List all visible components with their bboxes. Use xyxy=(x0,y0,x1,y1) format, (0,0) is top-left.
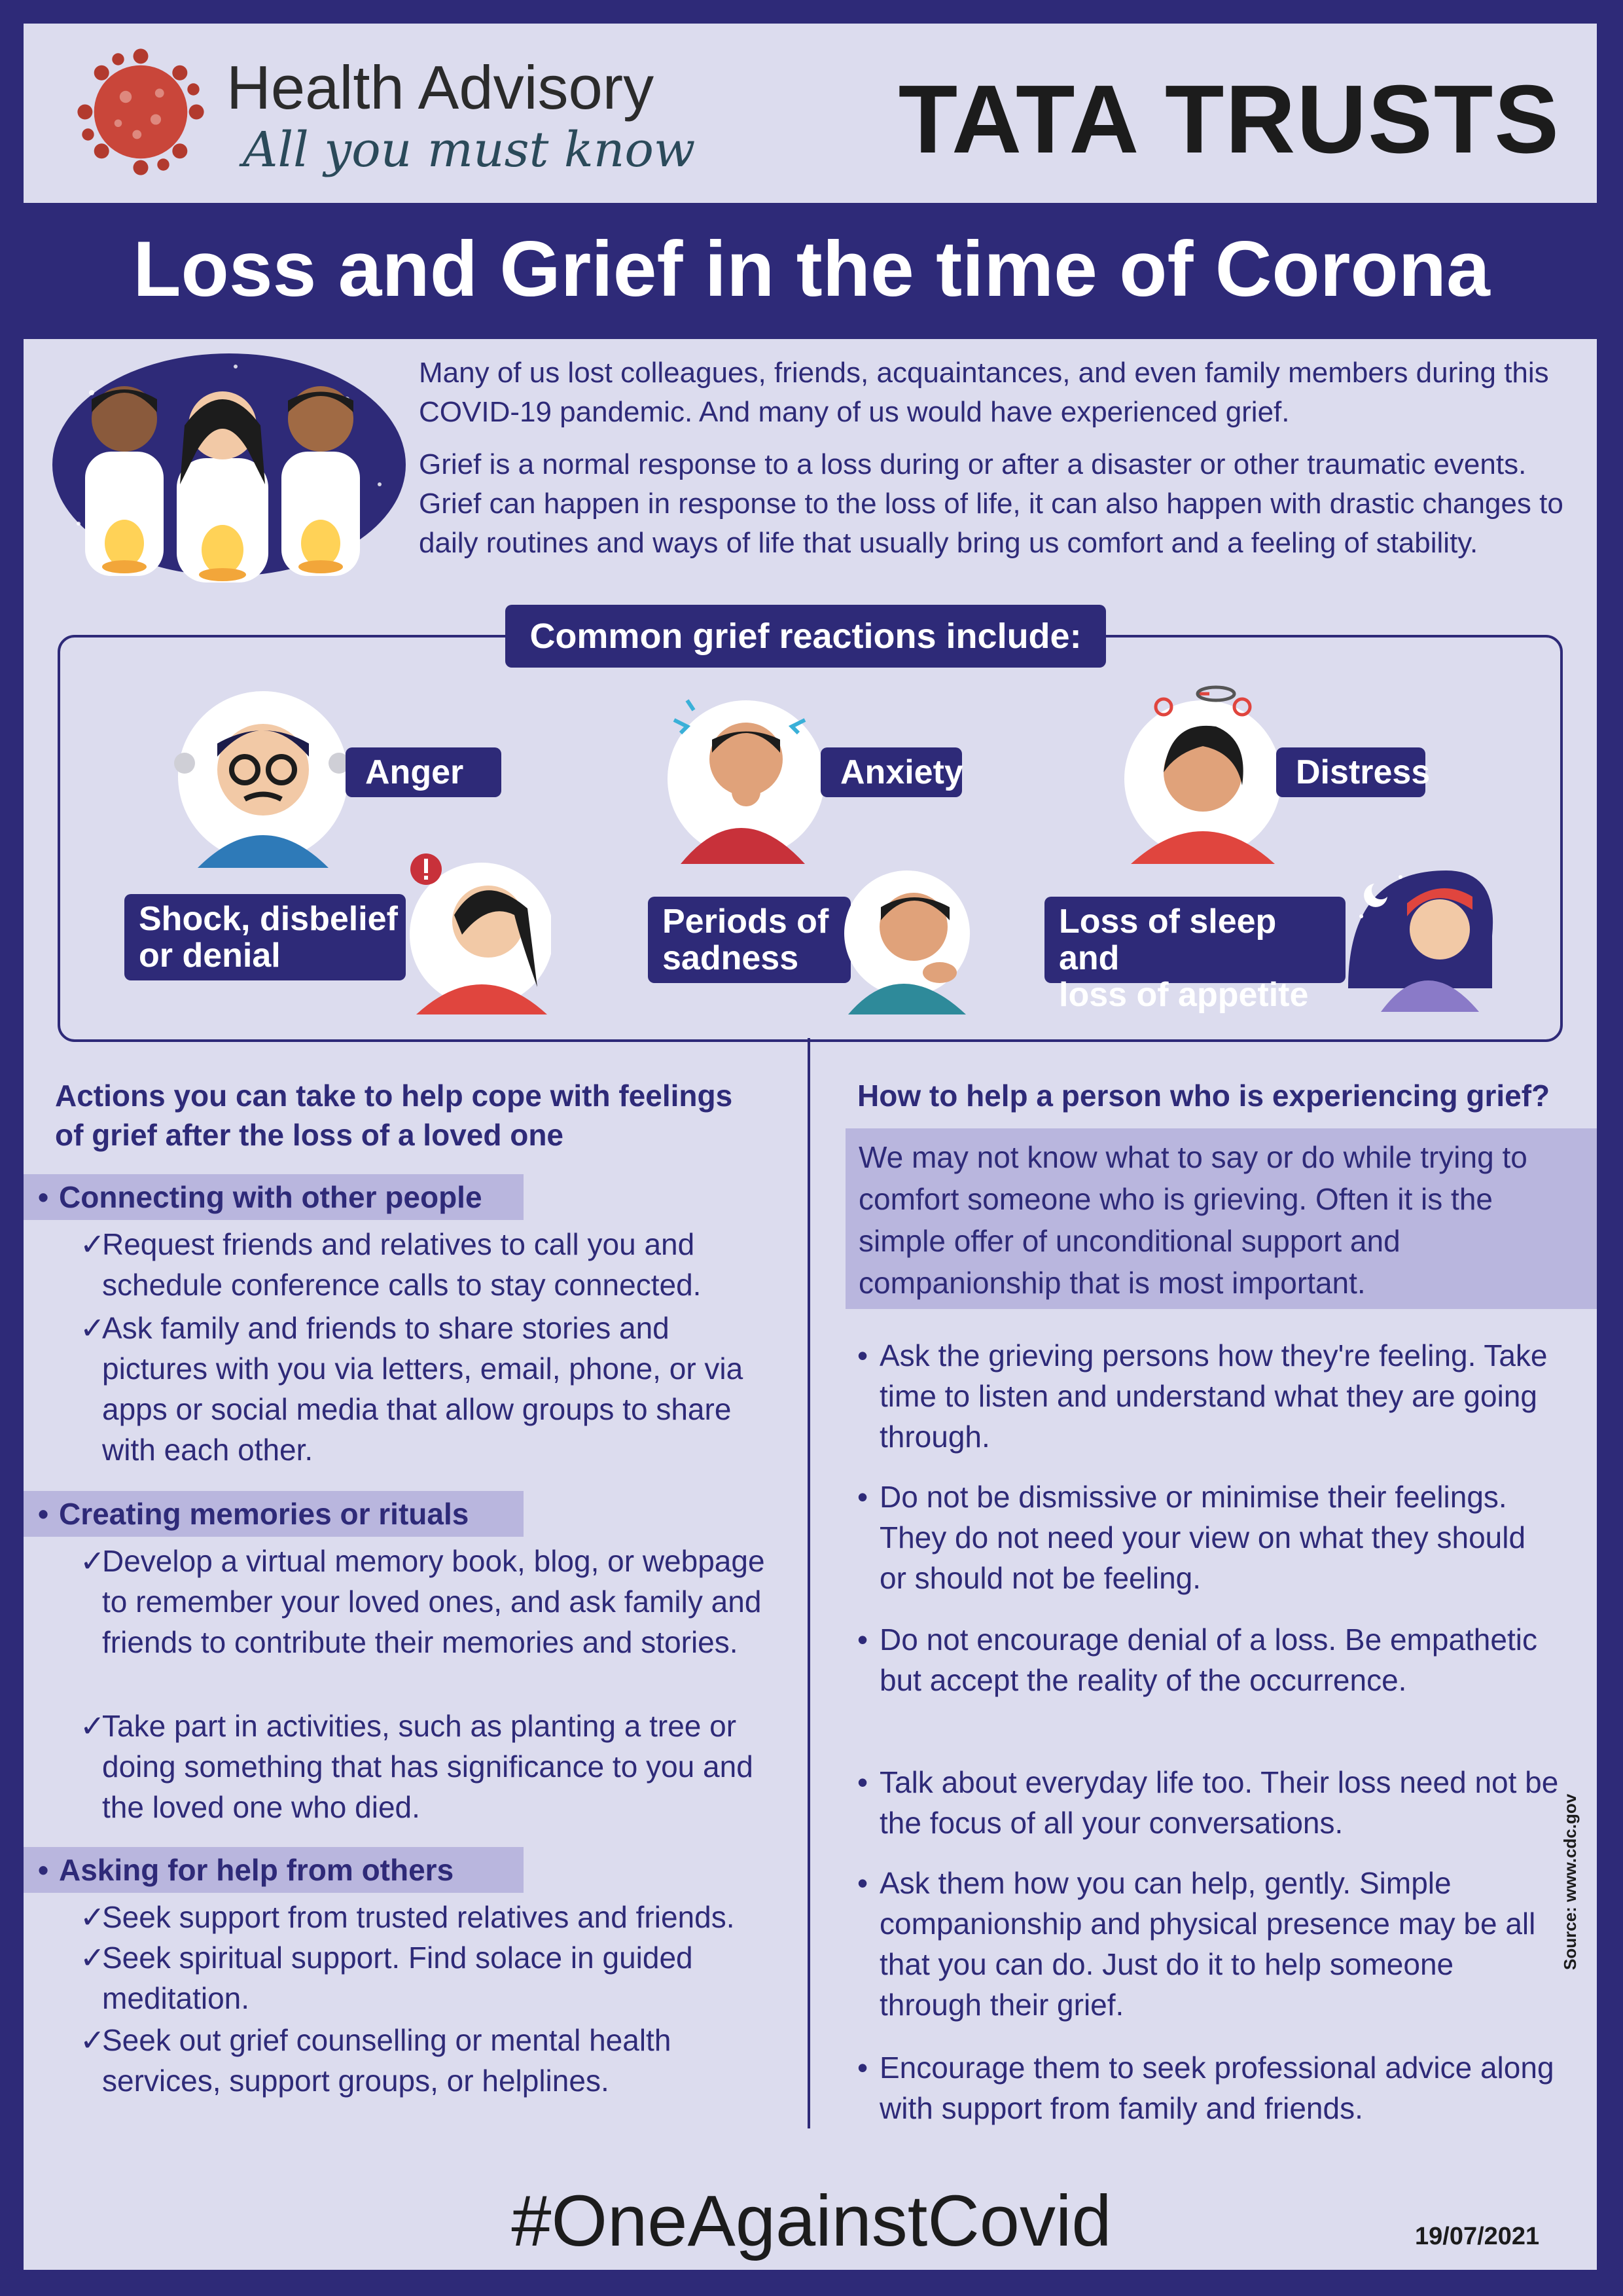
section-title: Connecting with other people xyxy=(59,1180,482,1214)
list-item xyxy=(857,1335,1560,1457)
sleep-line-2: loss of appetite xyxy=(1059,976,1309,1014)
distressed-person-illustration xyxy=(1111,681,1288,864)
sleep-loss-tag xyxy=(1044,897,1346,1014)
bullet-icon: • xyxy=(857,1765,868,1799)
list-item xyxy=(857,1477,1560,1598)
column-divider xyxy=(808,1038,810,2128)
bullet-icon: • xyxy=(857,1866,868,1900)
list-item-text: Seek spiritual support. Find solace in guided meditation. xyxy=(102,1941,693,2015)
list-item xyxy=(80,1706,783,1827)
angry-person-illustration xyxy=(171,685,348,868)
brand-logo: TATA TRUSTS xyxy=(898,65,1560,173)
bullet-icon: • xyxy=(857,1480,868,1514)
bullet-icon: • xyxy=(38,1853,49,1887)
list-item-text: Talk about everyday life too. Their loss need not be the focus of all your conversations. xyxy=(880,1765,1559,1840)
section-memories xyxy=(24,1491,524,1537)
mourners-illustration xyxy=(39,353,406,589)
anger-tag: Anger xyxy=(346,747,501,797)
bullet-icon: • xyxy=(857,2051,868,2085)
sadness-line-1: Periods of xyxy=(662,903,829,941)
left-heading-line-2: of grief after the loss of a loved one xyxy=(55,1118,564,1152)
intro-paragraph-1: Many of us lost colleagues, friends, acquaintances, and even family members during this COVID-19 pandemic. And many of us would have experienced grief. xyxy=(419,357,1549,428)
shock-line-2: or denial xyxy=(139,937,281,975)
section-connecting xyxy=(24,1174,524,1220)
campaign-hashtag: #OneAgainstCovid xyxy=(511,2181,1112,2261)
header-bar xyxy=(24,24,1597,203)
advisory-subtitle: All you must know xyxy=(243,122,696,178)
list-item-text: Develop a virtual memory book, blog, or webpage to remember your loved ones, and ask family and friends to contribute their memories and stories. xyxy=(102,1544,765,1659)
shocked-person-illustration xyxy=(397,843,551,1014)
list-item xyxy=(80,1897,783,1937)
page-title: Loss and Grief in the time of Corona xyxy=(133,225,1490,313)
anxiety-tag: Anxiety xyxy=(821,747,962,797)
bullet-icon: • xyxy=(38,1497,49,1531)
check-icon: ✓ xyxy=(80,1900,105,1934)
distress-tag: Distress xyxy=(1276,747,1425,797)
intro-paragraph-2: Grief is a normal response to a loss during or after a disaster or other traumatic events. Grief can happen in response to the loss of life, it can also happen with drastic changes to daily routines and ways of life that usually bring us comfort and a feeling of stability. xyxy=(419,448,1563,559)
shock-tag xyxy=(124,894,406,980)
list-item-text: Ask them how you can help, gently. Simple companionship and physical presence may be all that you can do. Just do it to help someone through their grief. xyxy=(880,1866,1536,2022)
source-credit: Source: www.cdc.gov xyxy=(1560,1793,1580,1970)
check-icon: ✓ xyxy=(80,1941,105,1975)
check-icon: ✓ xyxy=(80,1227,105,1261)
reactions-title: Common grief reactions include: xyxy=(505,605,1106,668)
list-item-text: Ask family and friends to share stories and pictures with you via letters, email, phone, or via apps or social media that allow groups to share with each other. xyxy=(102,1311,743,1467)
section-title: Asking for help from others xyxy=(59,1853,454,1887)
publish-date: 19/07/2021 xyxy=(1415,2223,1540,2250)
shock-line-1: Shock, disbelief xyxy=(139,900,398,938)
section-title: Creating memories or rituals xyxy=(59,1497,469,1531)
list-item xyxy=(80,1937,783,2018)
check-icon: ✓ xyxy=(80,1544,105,1578)
list-item xyxy=(80,2020,783,2101)
list-item xyxy=(857,1863,1560,2025)
section-asking-help xyxy=(24,1847,524,1893)
check-icon: ✓ xyxy=(80,1709,105,1743)
list-item xyxy=(857,1762,1560,1843)
sadness-line-2: sadness xyxy=(662,939,799,977)
advisory-title: Health Advisory xyxy=(226,53,654,122)
bullet-icon: • xyxy=(857,1338,868,1372)
list-item-text: Request friends and relatives to call you and schedule conference calls to stay connected. xyxy=(102,1227,702,1302)
sleep-line-1: Loss of sleep and xyxy=(1059,903,1277,977)
list-item-text: Take part in activities, such as planting a tree or doing something that has significance to you and the loved one who died. xyxy=(102,1709,753,1824)
bullet-icon: • xyxy=(38,1180,49,1214)
list-item xyxy=(80,1541,783,1662)
list-item xyxy=(80,1224,783,1305)
anxious-person-illustration xyxy=(661,687,825,864)
check-icon: ✓ xyxy=(80,2023,105,2057)
bullet-icon: • xyxy=(857,1623,868,1657)
check-icon: ✓ xyxy=(80,1311,105,1345)
right-heading: How to help a person who is experiencing grief? xyxy=(857,1079,1550,1113)
sad-person-illustration xyxy=(842,855,972,1014)
list-item-text: Seek out grief counselling or mental health services, support groups, or helplines. xyxy=(102,2023,671,2098)
list-item xyxy=(857,1619,1560,1700)
list-item-text: Do not be dismissive or minimise their feelings. They do not need your view on what they should or should not be feeling. xyxy=(880,1480,1526,1595)
sleepless-person-illustration xyxy=(1335,857,1499,1012)
list-item xyxy=(857,2047,1560,2128)
list-item-text: Encourage them to seek professional advice along with support from family and friends. xyxy=(880,2051,1554,2125)
list-item xyxy=(80,1308,783,1470)
list-item-text: Do not encourage denial of a loss. Be empathetic but accept the reality of the occurrence. xyxy=(880,1623,1537,1697)
support-callout: We may not know what to say or do while trying to comfort someone who is grieving. Often it is the simple offer of unconditional support and companionship that is most important. xyxy=(846,1128,1597,1309)
list-item-text: Ask the grieving persons how they're feeling. Take time to listen and understand what they are going through. xyxy=(880,1338,1548,1454)
sadness-tag xyxy=(648,897,851,983)
list-item-text: Seek support from trusted relatives and friends. xyxy=(102,1900,735,1934)
coronavirus-icon xyxy=(65,37,216,187)
left-heading-line-1: Actions you can take to help cope with feelings xyxy=(55,1079,733,1113)
